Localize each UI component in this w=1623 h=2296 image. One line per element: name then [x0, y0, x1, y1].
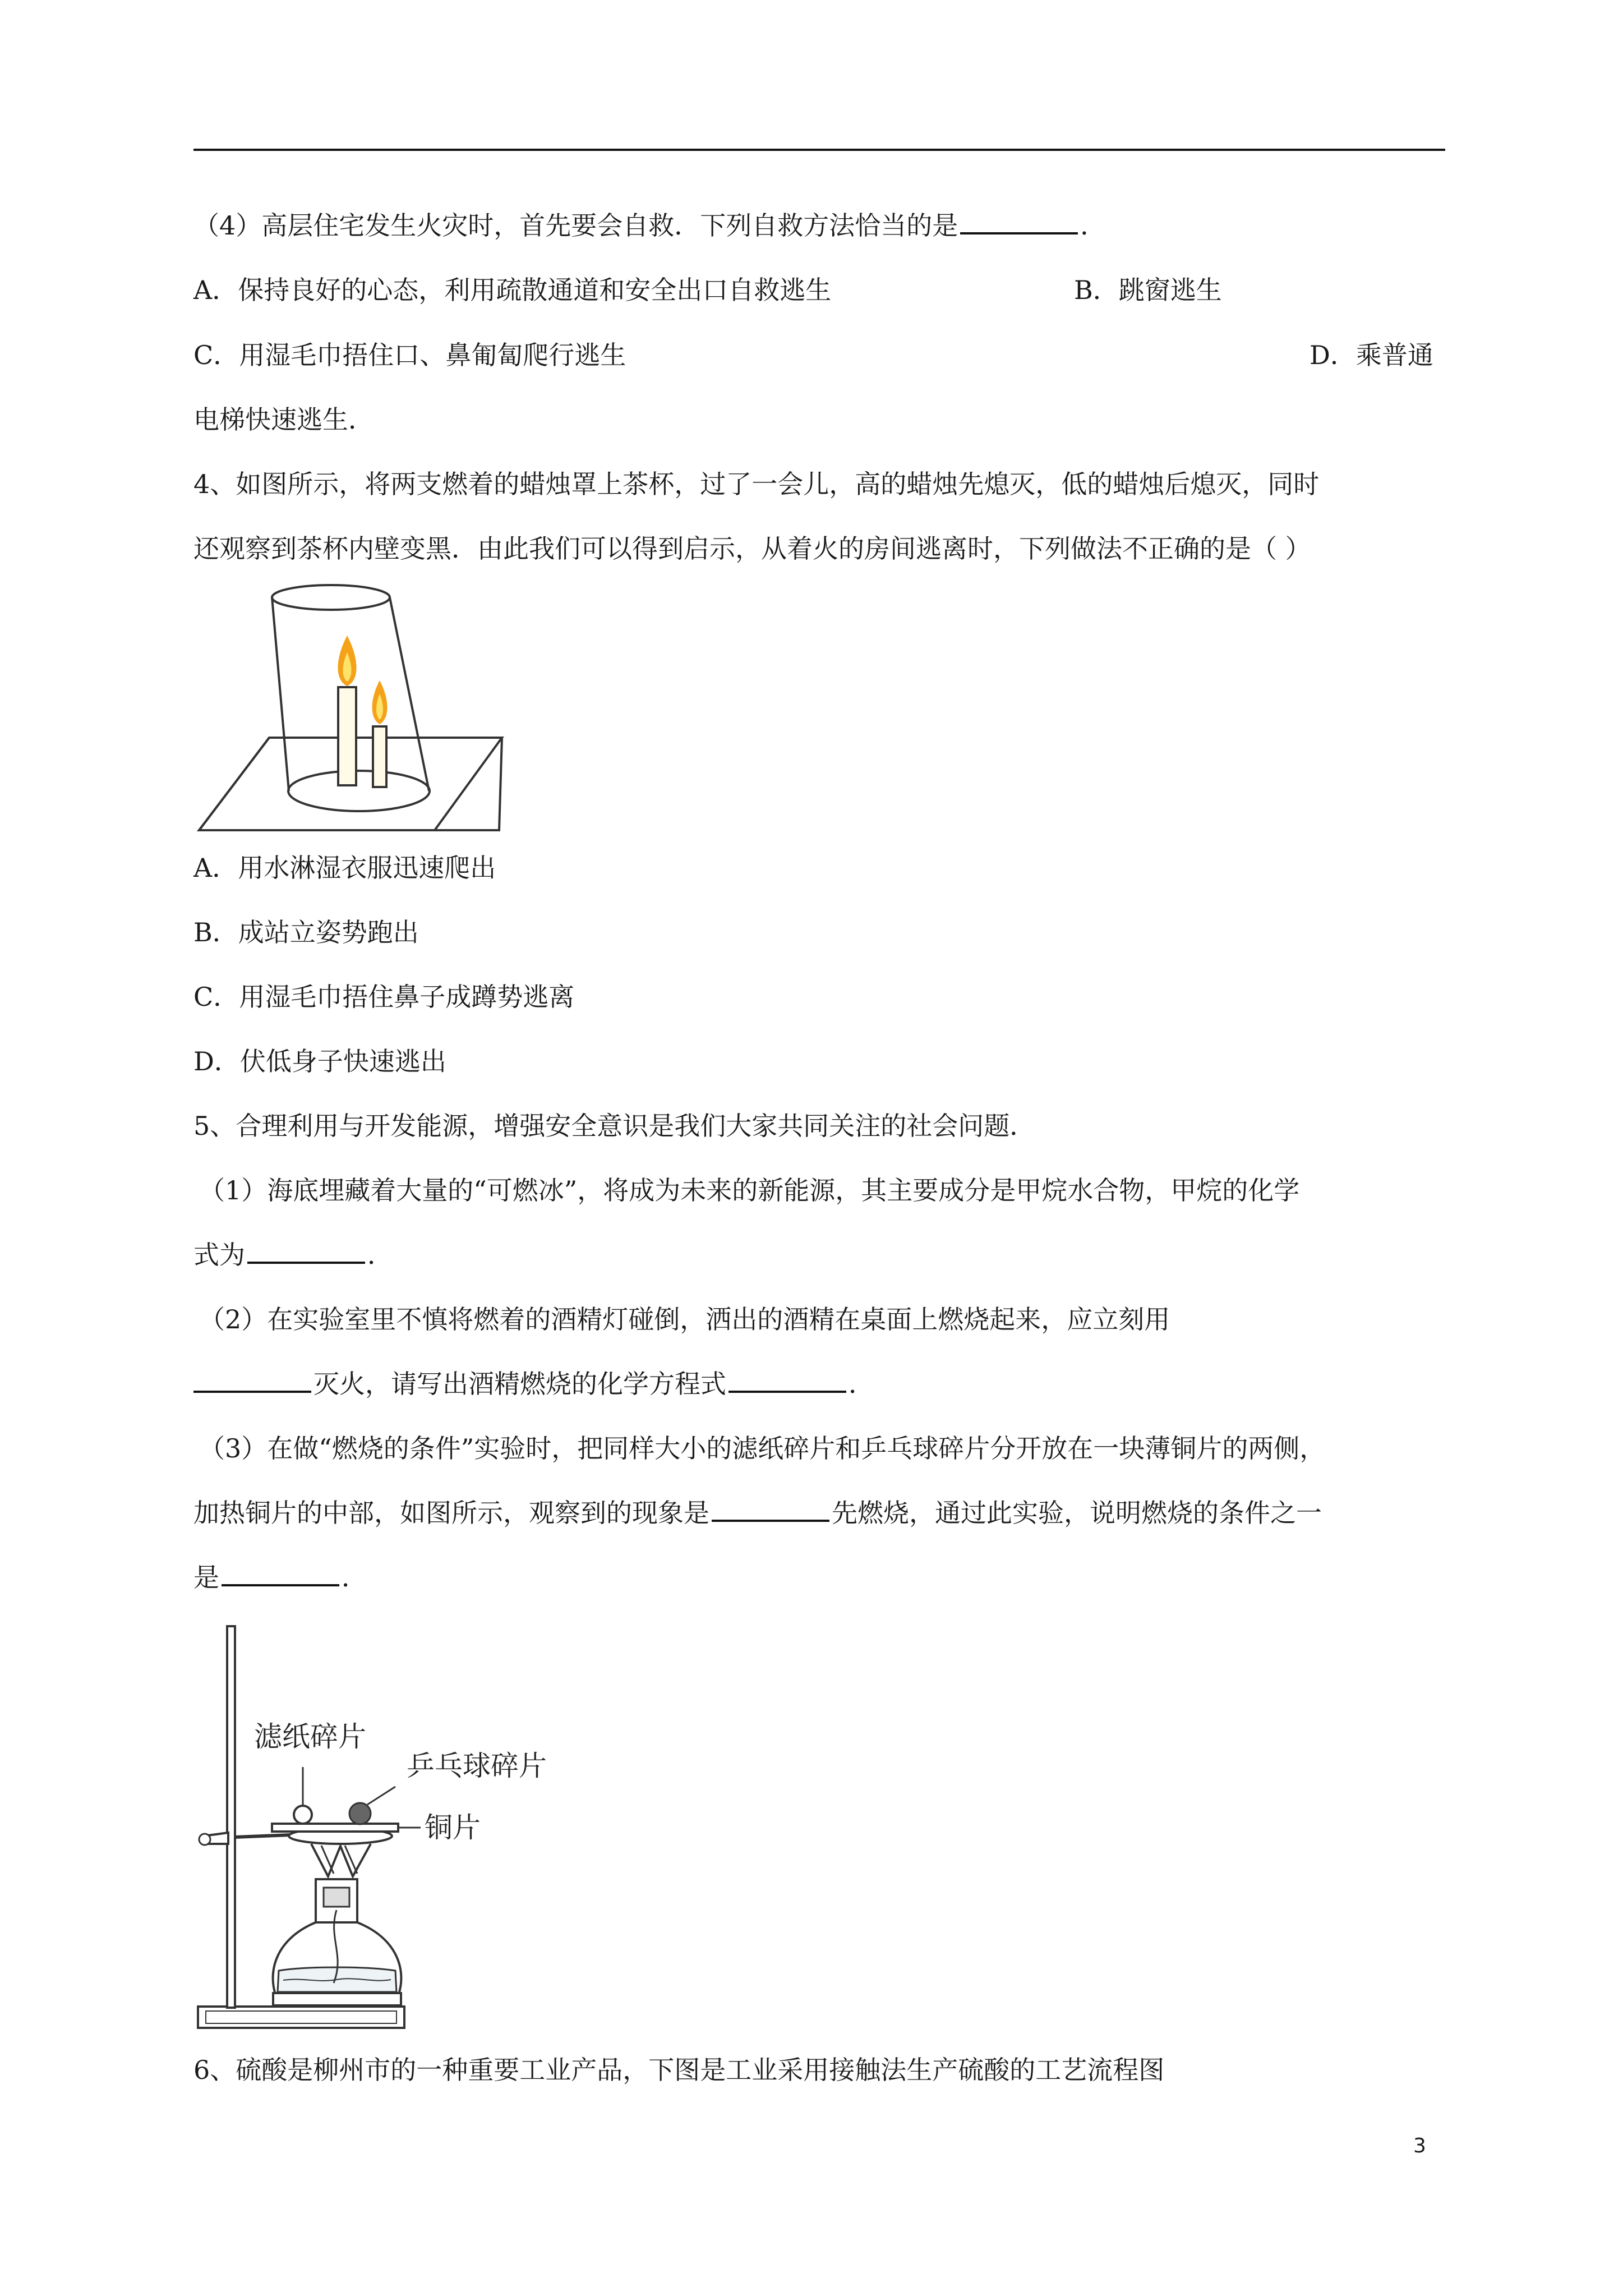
- q3-option-c: C．用湿毛巾捂住口、鼻匍匐爬行逃生: [193, 340, 626, 370]
- q5-part3-line3: [193, 1561, 367, 1594]
- q4-option-b: B．成站立姿势跑出: [193, 917, 419, 947]
- q3-option-d: D．乘普通: [1310, 340, 1433, 370]
- clamp-arm: [235, 1835, 290, 1837]
- cup-bottom: [288, 771, 430, 811]
- q5-part1-line1: （1）海底埋藏着大量的“可燃冰”，将成为未来的新能源，其主要成分是甲烷水合物，甲烷的化学: [199, 1175, 1300, 1205]
- candle-cup-figure: [193, 581, 508, 833]
- answer-blank[interactable]: [222, 1562, 339, 1586]
- punct: ．: [342, 1562, 367, 1593]
- q3-option-a: A．保持良好的心态，利用疏散通道和安全出口自救逃生: [193, 275, 832, 305]
- q4-option-a: A．用水淋湿衣服迅速爬出: [193, 853, 496, 883]
- q5-part1-line2: [193, 1238, 393, 1272]
- text: 式为: [193, 1240, 245, 1270]
- filter-paper-piece: [294, 1806, 312, 1824]
- stand-base: [198, 2007, 404, 2028]
- copper-plate: [272, 1824, 398, 1832]
- answer-blank[interactable]: [960, 210, 1078, 234]
- pingpong-piece: [349, 1803, 371, 1824]
- q3-option-d-cont: 电梯快速逃生．: [193, 404, 374, 435]
- tall-candle: [338, 687, 356, 785]
- punct: ．: [367, 1240, 393, 1270]
- answer-blank[interactable]: [728, 1368, 846, 1393]
- q4-stem-1: 4、如图所示，将两支燃着的蜡烛罩上茶杯，过了一会儿，高的蜡烛先熄灭，低的蜡烛后熄灭，同时: [193, 469, 1320, 499]
- q5-part3-line2: [193, 1496, 1322, 1530]
- q4-option-d: D．伏低身子快速逃出: [193, 1046, 446, 1076]
- answer-blank[interactable]: [193, 1368, 311, 1393]
- text: 加热铜片的中部，如图所示，观察到的现象是: [193, 1498, 709, 1528]
- stand-rod: [227, 1626, 235, 2008]
- header-rule: [193, 149, 1445, 151]
- q6-stem: 6、硫酸是柳州市的一种重要工业产品，下图是工业采用接触法生产硫酸的工艺流程图: [193, 2055, 1165, 2085]
- answer-blank[interactable]: [712, 1497, 829, 1522]
- answer-blank[interactable]: [247, 1239, 365, 1264]
- combustion-experiment-figure: [193, 1624, 597, 2033]
- punct: ．: [1080, 210, 1106, 241]
- punct: ．: [849, 1369, 874, 1399]
- cup-rim: [272, 585, 390, 610]
- q4-stem-2: 还观察到茶杯内壁变黑．由此我们可以得到启示，从着火的房间逃离时，下列做法不正确的是（ ）: [193, 533, 1311, 564]
- short-candle: [373, 726, 386, 787]
- q5-part2-line1: （2）在实验室里不慎将燃着的酒精灯碰倒，洒出的酒精在桌面上燃烧起来，应立刻用: [199, 1304, 1170, 1335]
- text: 是: [193, 1562, 219, 1593]
- flame-lines: [311, 1844, 371, 1876]
- text: 先燃烧，通过此实验，说明燃烧的条件之一: [832, 1498, 1322, 1528]
- q3-option-b: B．跳窗逃生: [1074, 275, 1222, 305]
- q3-sub4-text: （4）高层住宅发生火灾时，首先要会自救．下列自救方法恰当的是: [193, 210, 958, 241]
- label-copper: 铜片: [425, 1811, 481, 1844]
- q5-part2-line2: [193, 1367, 874, 1401]
- q5-part3-line1: （3）在做“燃烧的条件”实验时，把同样大小的滤纸碎片和乒乓球碎片分开放在一块薄铜片的两侧，: [199, 1433, 1326, 1464]
- text: 灭火，请写出酒精燃烧的化学方程式: [313, 1369, 726, 1399]
- q5-stem: 5、合理利用与开发能源，增强安全意识是我们大家共同关注的社会问题．: [193, 1111, 1036, 1141]
- page-number: 3: [1413, 2134, 1426, 2157]
- label-pingpong: 乒乓球碎片: [407, 1750, 547, 1782]
- q3-sub4-line: [193, 209, 1106, 242]
- label-filter-paper: 滤纸碎片: [254, 1720, 366, 1753]
- q4-option-c: C．用湿毛巾捂住鼻子成蹲势逃离: [193, 982, 575, 1012]
